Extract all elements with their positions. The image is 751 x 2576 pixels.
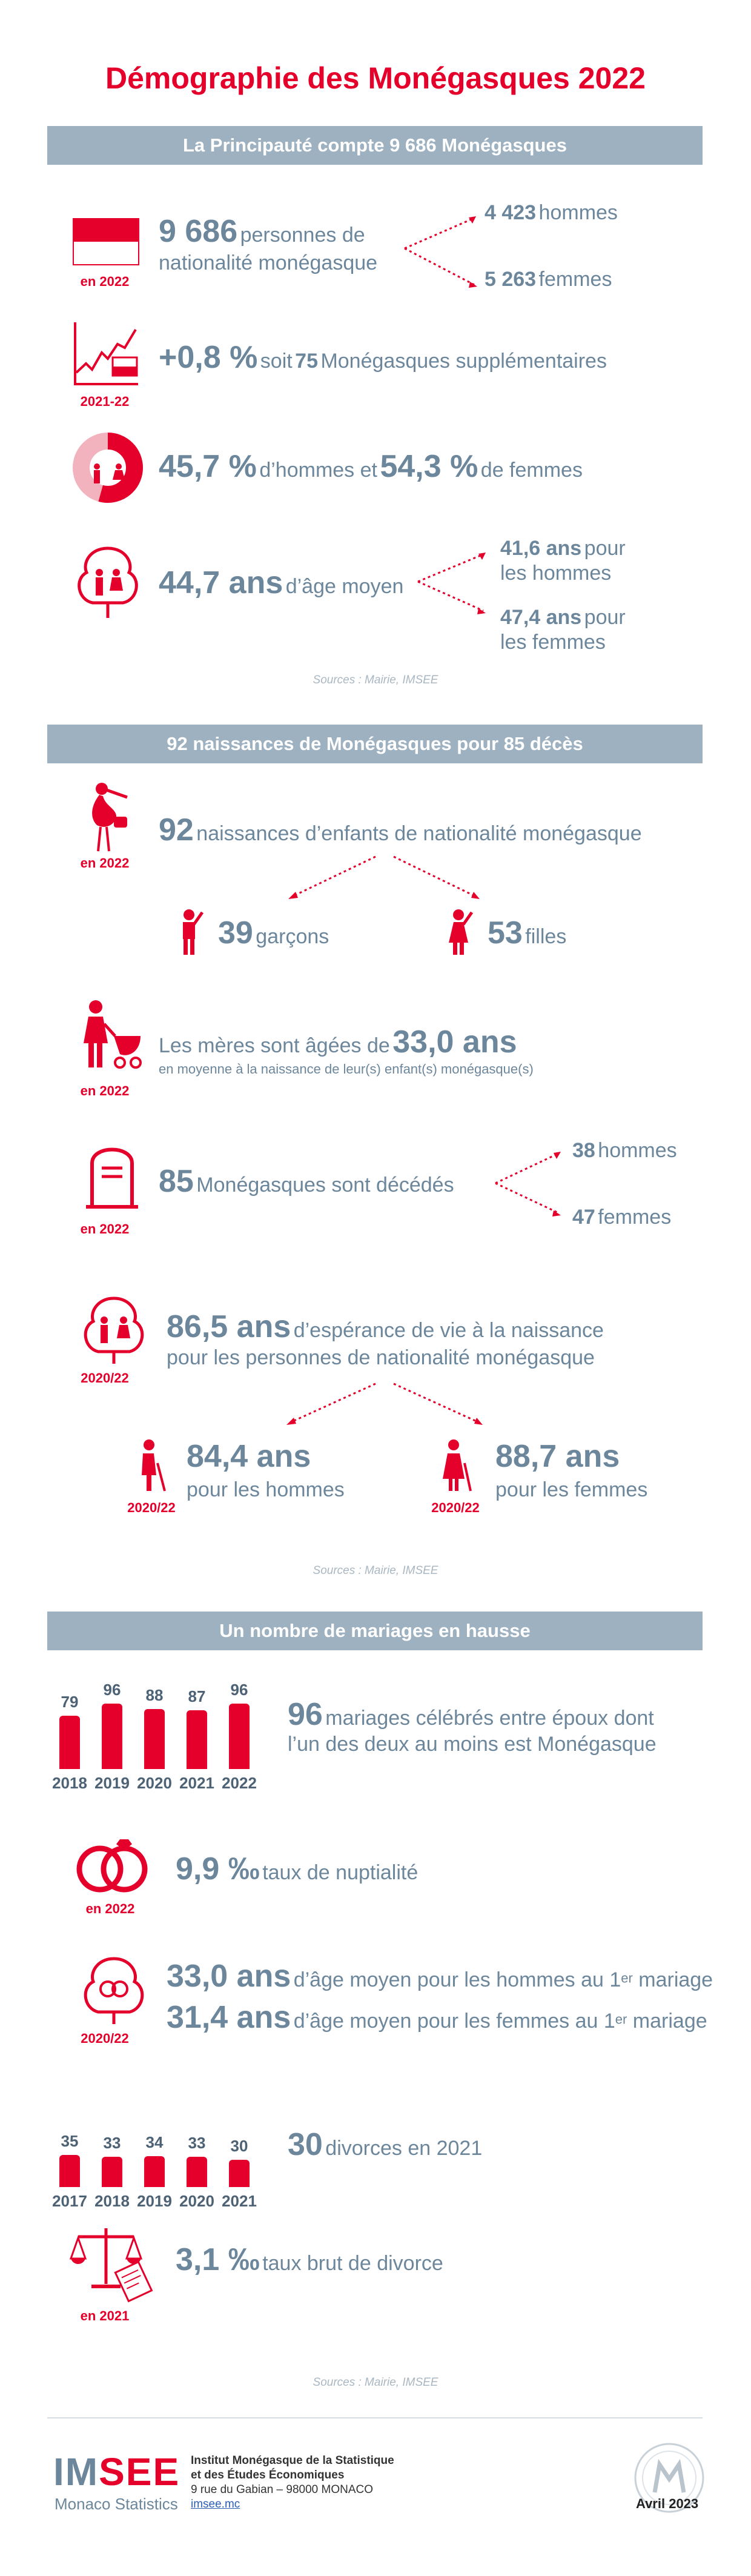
women-label: femmes <box>538 268 612 291</box>
gravestone-icon <box>85 1139 139 1212</box>
superscript: er <box>615 2011 627 2027</box>
marriage-tail: mariage <box>632 1968 713 1991</box>
divorce-rate-value: 3,1 ‰ <box>176 2242 260 2277</box>
chart-data-label: 96 <box>103 1681 121 1699</box>
logo-subtitle: Monaco Statistics <box>55 2495 178 2513</box>
chart-data-label: 30 <box>230 2137 248 2155</box>
men-value: 4 423 <box>485 201 537 224</box>
marriage-tail: mariage <box>627 2010 707 2033</box>
average-age-label: d’âge moyen <box>285 575 404 598</box>
elderly-tree-icon <box>78 1293 150 1366</box>
gender-share <box>159 448 583 485</box>
marriages-bar-chart <box>42 1660 285 1793</box>
life-expectancy-label: d’espérance de vie à la naissance <box>293 1319 604 1342</box>
growth-value: +0,8 % <box>159 340 258 375</box>
chart-tick-label: 2018 <box>94 2192 130 2210</box>
women-life-value: 88,7 ans <box>495 1439 620 1474</box>
divorce-rate <box>176 2242 443 2278</box>
chart-tick-label: 2019 <box>94 1774 130 1792</box>
chart-data-label: 87 <box>188 1687 206 1705</box>
divorces-value: 30 <box>288 2127 323 2162</box>
men-marriage-age <box>167 1958 713 1994</box>
stork-icon <box>79 782 133 854</box>
chart-bar <box>229 2160 250 2187</box>
men-share-label: d’hommes et <box>259 459 377 482</box>
women-average-age <box>500 607 626 657</box>
average-age-value: 44,7 ans <box>159 565 283 600</box>
chart-bar <box>59 1716 80 1769</box>
year-label: en 2022 <box>85 1901 135 1916</box>
chart-bar <box>144 1709 165 1769</box>
men-average-age <box>500 538 626 588</box>
elderly-man-icon <box>134 1439 171 1493</box>
marriages-label: mariages célébrés entre époux dont <box>325 1707 654 1730</box>
elderly-woman-icon <box>439 1439 475 1493</box>
births-total <box>159 812 642 848</box>
superscript: er <box>621 1970 633 1986</box>
boys-label: garçons <box>256 925 329 948</box>
source-note: Sources : Mairie, IMSEE <box>313 674 438 686</box>
population-label-2: nationalité monégasque <box>159 251 378 274</box>
women-value: 5 263 <box>485 268 537 291</box>
men-label: hommes <box>538 201 618 224</box>
chart-data-label: 33 <box>103 2134 121 2152</box>
marriages-text <box>288 1696 654 1733</box>
year-label: 2021-22 <box>80 394 130 409</box>
girls-value: 53 <box>488 915 523 951</box>
website-link[interactable]: imsee.mc <box>191 2498 240 2511</box>
split-arrows <box>285 855 485 904</box>
chart-tick-label: 2018 <box>52 1774 87 1792</box>
women-share-label: de femmes <box>480 459 583 482</box>
chart-bar <box>229 1704 250 1769</box>
gender-donut-icon <box>71 431 144 504</box>
split-arrows <box>282 1383 488 1431</box>
men-marriage-age-value: 33,0 ans <box>167 1959 291 1994</box>
women-marriage-age-label: d’âge moyen pour les femmes au 1 <box>293 2010 615 2033</box>
chart-bar <box>144 2156 165 2187</box>
chart-data-label: 96 <box>230 1681 248 1699</box>
births-label: naissances d’enfants de nationalité monégasque <box>196 822 642 845</box>
chart-tick-label: 2020 <box>179 2192 214 2210</box>
source-note: Sources : Mairie, IMSEE <box>313 2376 438 2389</box>
population-value: 9 686 <box>159 214 238 249</box>
rings-icon <box>73 1836 151 1896</box>
men-age-value: 41,6 ans <box>500 537 582 560</box>
boys-count <box>218 915 329 951</box>
section-band-population: La Principauté compte 9 686 Monégasques <box>47 126 703 165</box>
logo-part-a: IM <box>53 2450 99 2494</box>
growth-chart-icon <box>73 321 139 388</box>
nuptiality-label: taux de nuptialité <box>262 1861 419 1884</box>
mothers-note: en moyenne à la naissance de leur(s) enfant(s) monégasque(s) <box>159 1061 534 1077</box>
girls-count <box>488 915 566 951</box>
chart-bar <box>187 2157 207 2187</box>
mother-stroller-icon <box>78 1000 144 1072</box>
year-label: 2020/22 <box>431 1500 480 1515</box>
org-info <box>191 2454 394 2512</box>
growth-text: soit <box>260 350 293 373</box>
chart-tick-label: 2017 <box>52 2192 87 2210</box>
boy-icon <box>176 909 206 957</box>
chart-tick-label: 2022 <box>222 1774 257 1792</box>
chart-data-label: 79 <box>61 1693 79 1711</box>
men-count <box>485 201 618 225</box>
deaths-women-label: femmes <box>598 1206 672 1229</box>
mothers-age <box>159 1024 517 1060</box>
year-label: en 2022 <box>80 1083 130 1098</box>
logo-part-b: SEE <box>99 2450 180 2494</box>
life-expectancy-value: 86,5 ans <box>167 1309 291 1344</box>
men-life-label: pour les hommes <box>187 1478 345 1501</box>
year-label: 2020/22 <box>81 2031 129 2046</box>
divorces-text <box>288 2126 482 2163</box>
divorce-rate-label: taux brut de divorce <box>262 2252 443 2275</box>
rings-tree-icon <box>78 1954 150 2027</box>
women-count <box>485 268 612 291</box>
chart-tick-label: 2021 <box>222 2192 257 2210</box>
year-label: en 2022 <box>80 855 130 871</box>
org-name-1: Institut Monégasque de la Statistique <box>191 2454 394 2467</box>
marriages-label-2: l’un des deux au moins est Monégasque <box>288 1733 657 1756</box>
boys-value: 39 <box>218 915 253 951</box>
nuptiality-rate <box>176 1851 418 1887</box>
women-life-label: pour les femmes <box>495 1478 648 1501</box>
family-tree-icon <box>71 542 144 621</box>
chart-bar <box>187 1710 207 1769</box>
page-title: Démographie des Monégasques 2022 <box>105 61 646 95</box>
chart-bar <box>59 2155 80 2187</box>
growth-count: 75 <box>295 350 318 373</box>
chart-data-label: 88 <box>145 1686 164 1704</box>
life-expectancy <box>167 1309 604 1345</box>
growth-line <box>159 339 607 376</box>
deaths-value: 85 <box>159 1164 194 1199</box>
scales-document-icon <box>70 2223 154 2302</box>
men-marriage-age-label: d’âge moyen pour les hommes au 1 <box>293 1968 621 1991</box>
footer-divider <box>47 2417 703 2418</box>
chart-bar <box>102 1704 122 1769</box>
divorces-label: divorces en 2021 <box>325 2137 483 2160</box>
births-value: 92 <box>159 812 194 848</box>
women-share-value: 54,3 % <box>380 449 478 484</box>
women-age-label: pour <box>584 606 626 629</box>
org-name-2: et des Études Économiques <box>191 2469 345 2481</box>
chart-data-label: 34 <box>145 2133 164 2151</box>
org-address: 9 rue du Gabian – 98000 MONACO <box>191 2483 374 2496</box>
growth-text-2: Monégasques supplémentaires <box>320 350 607 373</box>
publication-date: Avril 2023 <box>636 2496 699 2511</box>
split-arrows <box>405 215 483 294</box>
monaco-flag-icon <box>73 218 139 265</box>
nuptiality-value: 9,9 ‰ <box>176 1851 260 1887</box>
section-band-marriages: Un nombre de mariages en hausse <box>47 1612 703 1650</box>
year-label: 2020/22 <box>127 1500 176 1515</box>
deaths-women-value: 47 <box>572 1206 595 1229</box>
population-label: personnes de <box>240 224 365 247</box>
deaths-men-value: 38 <box>572 1139 595 1162</box>
deaths-men-label: hommes <box>598 1139 677 1162</box>
women-age-value: 47,4 ans <box>500 606 582 629</box>
section-band-births: 92 naissances de Monégasques pour 85 décès <box>47 725 703 763</box>
men-share-value: 45,7 % <box>159 449 257 484</box>
imsee-logo[interactable] <box>53 2450 180 2494</box>
mothers-age-value: 33,0 ans <box>392 1024 517 1060</box>
women-age-label-2: les femmes <box>500 631 606 654</box>
year-label: en 2022 <box>80 1221 130 1237</box>
split-arrows <box>418 551 497 618</box>
chart-tick-label: 2021 <box>179 1774 214 1792</box>
average-age <box>159 565 403 601</box>
men-age-label-2: les hommes <box>500 562 612 585</box>
deaths-label: Monégasques sont décédés <box>196 1173 454 1197</box>
men-age-label: pour <box>584 537 626 560</box>
men-life-value: 84,4 ans <box>187 1439 311 1474</box>
life-expectancy-label-2: pour les personnes de nationalité monégasque <box>167 1346 595 1369</box>
chart-tick-label: 2019 <box>137 2192 172 2210</box>
mothers-label: Les mères sont âgées de <box>159 1034 390 1057</box>
year-label: en 2022 <box>80 274 130 289</box>
marriages-value: 96 <box>288 1697 323 1732</box>
divorces-bar-chart <box>42 2078 285 2211</box>
year-label: 2020/22 <box>81 1370 129 1386</box>
women-marriage-age <box>167 1999 707 2036</box>
population-total <box>159 213 365 250</box>
split-arrows <box>495 1150 568 1223</box>
deaths-total <box>159 1163 454 1200</box>
chart-bar <box>102 2157 122 2187</box>
chart-tick-label: 2020 <box>137 1774 172 1792</box>
deaths-women <box>572 1206 671 1229</box>
girl-icon <box>445 909 475 957</box>
chart-data-label: 35 <box>61 2132 79 2150</box>
chart-data-label: 33 <box>188 2134 206 2152</box>
women-marriage-age-value: 31,4 ans <box>167 2000 291 2035</box>
girls-label: filles <box>525 925 567 948</box>
year-label: en 2021 <box>80 2308 130 2323</box>
source-note: Sources : Mairie, IMSEE <box>313 1564 438 1577</box>
deaths-men <box>572 1139 677 1163</box>
